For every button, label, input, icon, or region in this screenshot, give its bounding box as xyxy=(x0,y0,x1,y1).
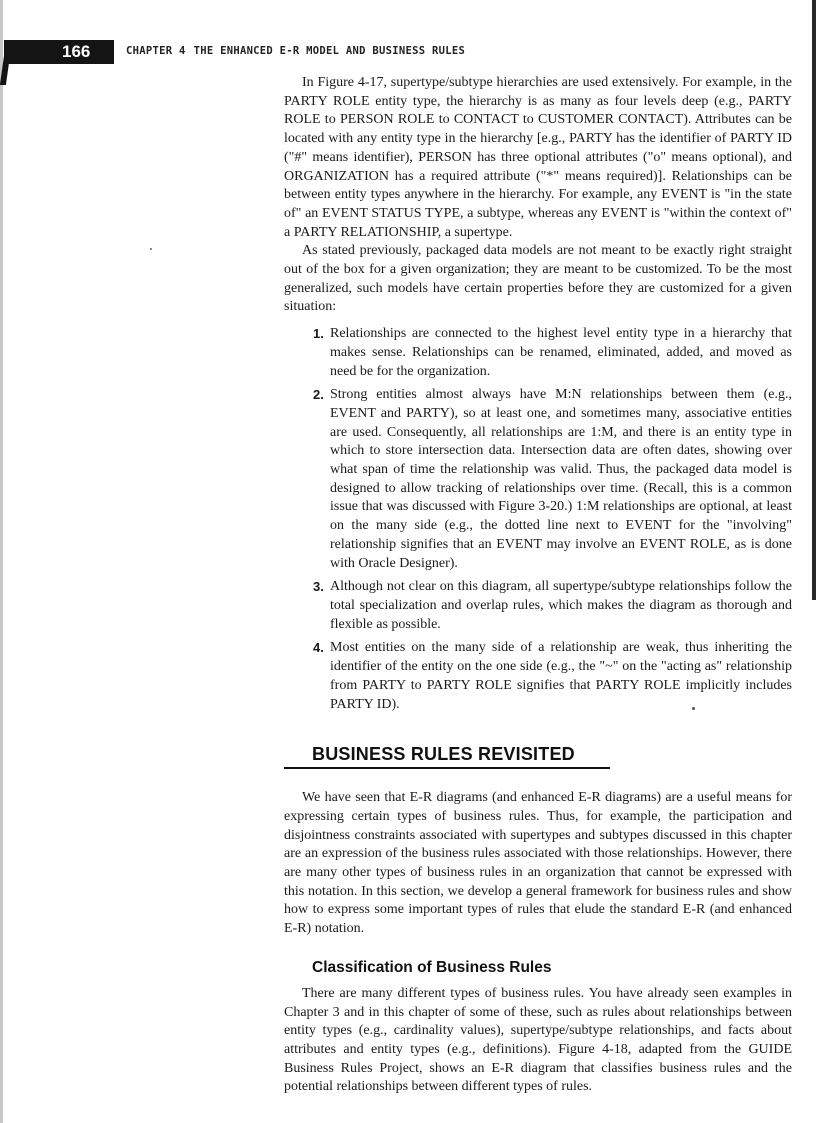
paragraph-classification: There are many different types of business rules. You have already seen examples in Chapter 3 and in this chapter of some of these, such as rules about relationships between entity types (e.g., cardinality values), supertype/subtype relationships, and facts about attributes and entity types (e.g., definitions). Figure 4-18, adapted from the GUIDE Business Rules Project, shows an E-R diagram that classifies business rules and the potential relationships between different types of rules. xyxy=(284,985,792,1095)
section-heading: BUSINESS RULES REVISITED xyxy=(312,744,575,765)
list-item-number: 2. xyxy=(313,387,324,403)
list-item-text: Strong entities almost always have M:N relationships between them (e.g., EVENT and PARTY), so at least one, and sometimes many, associative entities are used. Consequently, all relationships are 1:M, and there is an entity type in which to store intersection data. Intersection data are often dates, showing over what span of time the relationship was valid. Thus, the packaged data model is designed to allow tracking of relationships over time. (Recall, this is a common issue that was discussed with Figure 3-20.) 1:M relationships are optional, at least on the many side (e.g., the dotted line next to EVENT for the "involving" relationship signifies that an EVENT may involve an EVENT ROLE, as is done with Oracle Designer). xyxy=(330,387,792,571)
running-head xyxy=(126,45,465,57)
list-item xyxy=(313,325,792,381)
page-right-edge-shadow xyxy=(812,0,816,600)
subsection-heading: Classification of Business Rules xyxy=(312,958,552,976)
paragraph-packaged-models: As stated previously, packaged data models are not meant to be exactly right straight out of the box for a given organization; they are meant to be customized. To be the most generalized, such models have certain properties before they are customized for a given situation: xyxy=(284,243,792,315)
list-item-number: 4. xyxy=(313,640,324,656)
paragraph-figure-4-17: In Figure 4-17, supertype/subtype hierarchies are used extensively. For example, in the PARTY ROLE entity type, the hierarchy is as many as four levels deep (e.g., PARTY ROLE to PERSON ROLE to CONTACT to CUSTOMER CONTACT). Attributes can be located with any entity type in the hierarchy [e.g., PARTY has the identifier of PARTY ID ("#" means identifier), PERSON has three optional attributes ("o" means optional), and ORGANIZATION has a required attribute ("*" means required)]. Relationships can be between entity types anywhere in the hierarchy. For example, any EVENT is "in the state of" an EVENT STATUS TYPE, a subtype, whereas any EVENT is "within the context of" a PARTY RELATIONSHIP, a supertype. xyxy=(284,75,792,240)
body-text xyxy=(284,74,792,1097)
paragraph-business-rules: We have seen that E-R diagrams (and enhanced E-R diagrams) are a useful means for expressing certain types of business rules. Thus, for example, the participation and disjointness constraints associated with supertypes and subtypes discussed in this chapter are an expression of the business rules associated with those relationships. However, there are many other types of business rules in an organization that cannot be expressed with this notation. In this section, we develop a general framework for business rules and show how to express some important types of rules that elude the standard E-R (and enhanced E-R) notation. xyxy=(284,790,792,937)
page-left-edge xyxy=(0,0,3,1123)
list-item-text: Relationships are connected to the highest level entity type in a hierarchy that makes sense. Relationships can be renamed, eliminated, added, and moved as need be for the organization. xyxy=(330,326,792,379)
page-number: 166 xyxy=(62,42,91,61)
properties-list xyxy=(284,325,792,714)
chapter-label: CHAPTER 4 xyxy=(126,45,186,57)
list-item xyxy=(313,386,792,573)
chapter-title: THE ENHANCED E-R MODEL AND BUSINESS RULES xyxy=(193,45,466,57)
list-item xyxy=(313,639,792,714)
section-heading-rule xyxy=(284,767,610,769)
page-number-bar xyxy=(4,40,114,64)
list-item-text: Most entities on the many side of a relationship are weak, thus inheriting the identifier of the entity on the one side (e.g., the "~" on the "acting as" relationship from PARTY to PARTY ROLE signifies that PARTY ROLE implicitly includes PARTY ID). xyxy=(330,640,792,712)
list-item-number: 1. xyxy=(313,326,324,342)
list-item xyxy=(313,578,792,634)
margin-speck xyxy=(150,248,152,250)
list-item-number: 3. xyxy=(313,579,324,595)
list-item-text: Although not clear on this diagram, all supertype/subtype relationships follow the total specialization and overlap rules, which makes the diagram as thorough and flexible as possible. xyxy=(330,579,792,632)
